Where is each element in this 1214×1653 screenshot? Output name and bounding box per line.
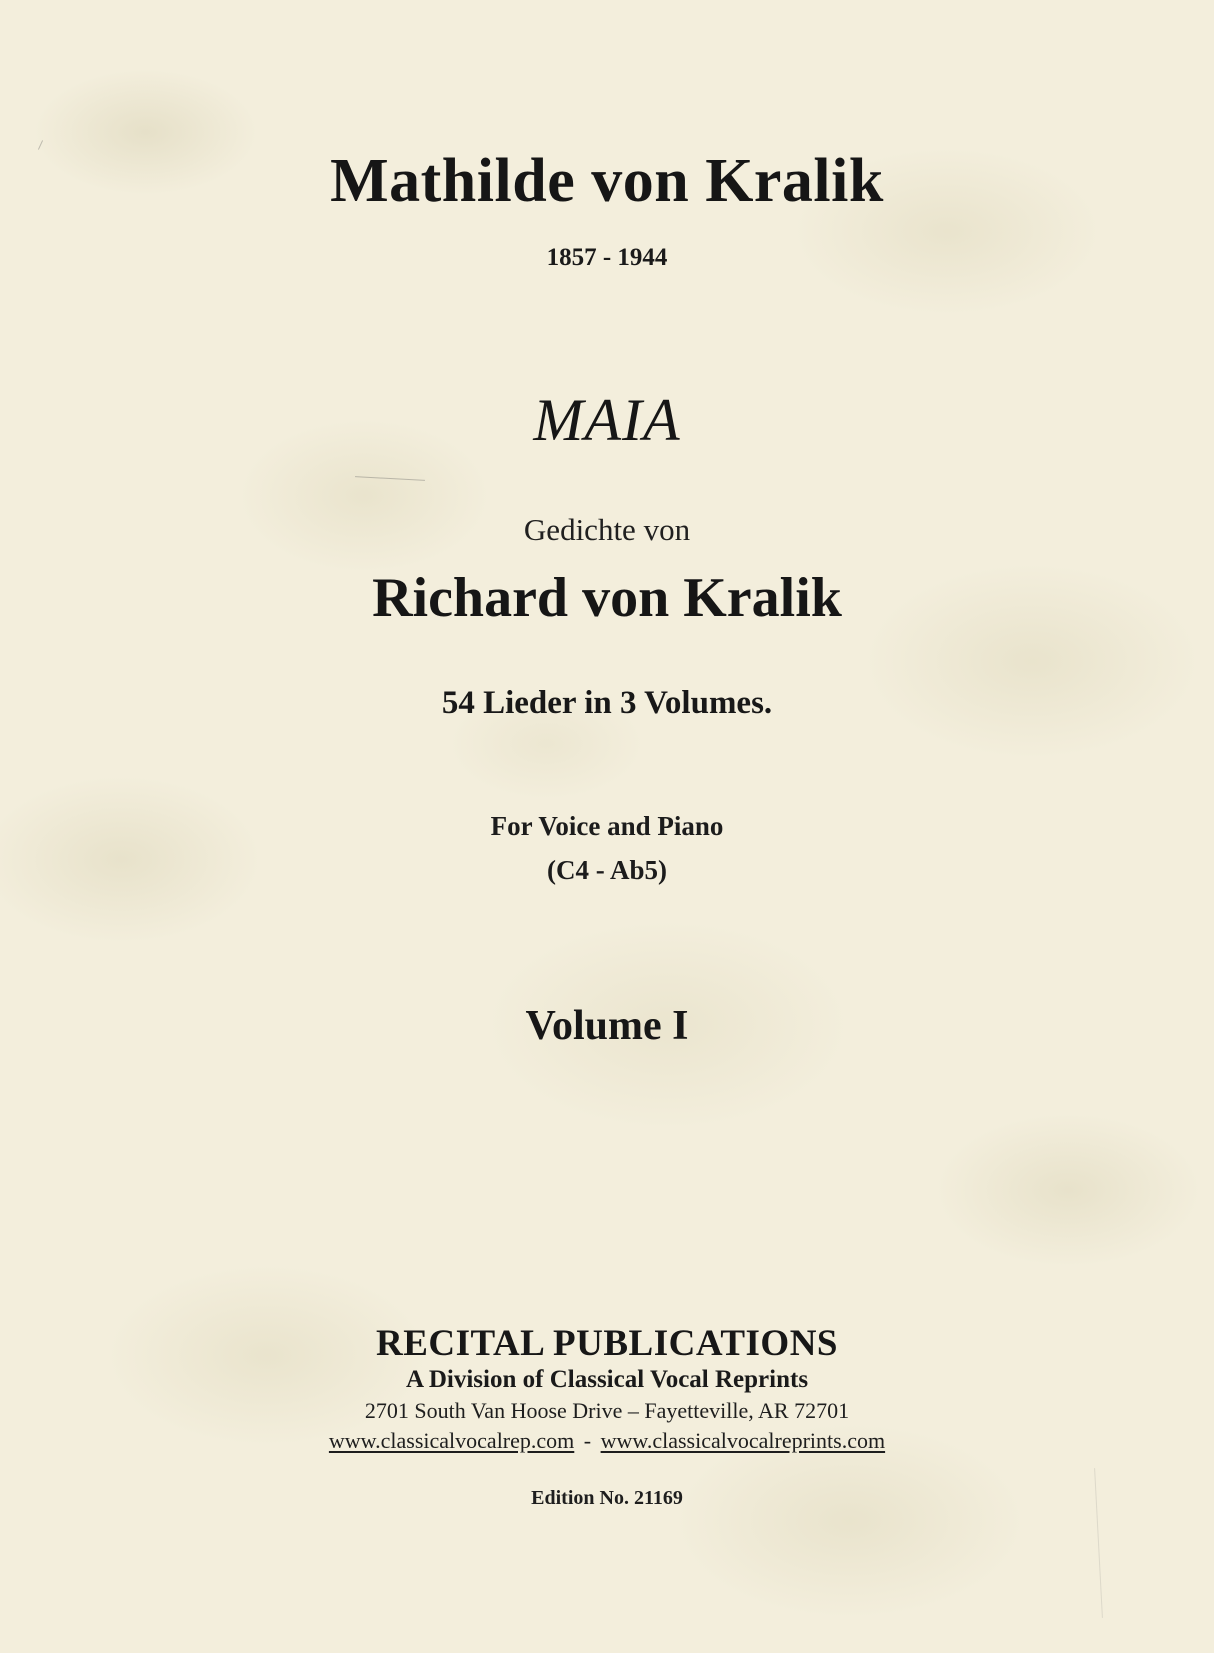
website-link-classicalvocalrep[interactable]: www.classicalvocalrep.com [328,1428,575,1453]
vocal-range: (C4 - Ab5) [547,855,667,885]
collection-summary: 54 Lieder in 3 Volumes. [441,685,773,721]
website-link-classicalvocalreprints[interactable]: www.classicalvocalreprints.com [600,1428,886,1453]
publisher-name: RECITAL PUBLICATIONS [376,1323,838,1364]
poems-by-label: Gedichte von [523,512,691,547]
website-separator: - [583,1428,592,1453]
volume-label: Volume I [525,1003,689,1049]
publisher-division: A Division of Classical Vocal Reprints [405,1366,809,1393]
voicing: For Voice and Piano [490,811,724,841]
edition-number: Edition No. 21169 [531,1487,683,1509]
work-title: MAIA [533,387,681,453]
composer-name: Mathilde von Kralik [330,147,884,215]
composer-dates: 1857 - 1944 [546,244,668,271]
publisher-address: 2701 South Van Hoose Drive – Fayetteville, AR 72701 [364,1398,850,1423]
publisher-websites [0,1428,1214,1454]
paper-scratch-mark [355,476,425,481]
poet-name: Richard von Kralik [372,567,842,629]
